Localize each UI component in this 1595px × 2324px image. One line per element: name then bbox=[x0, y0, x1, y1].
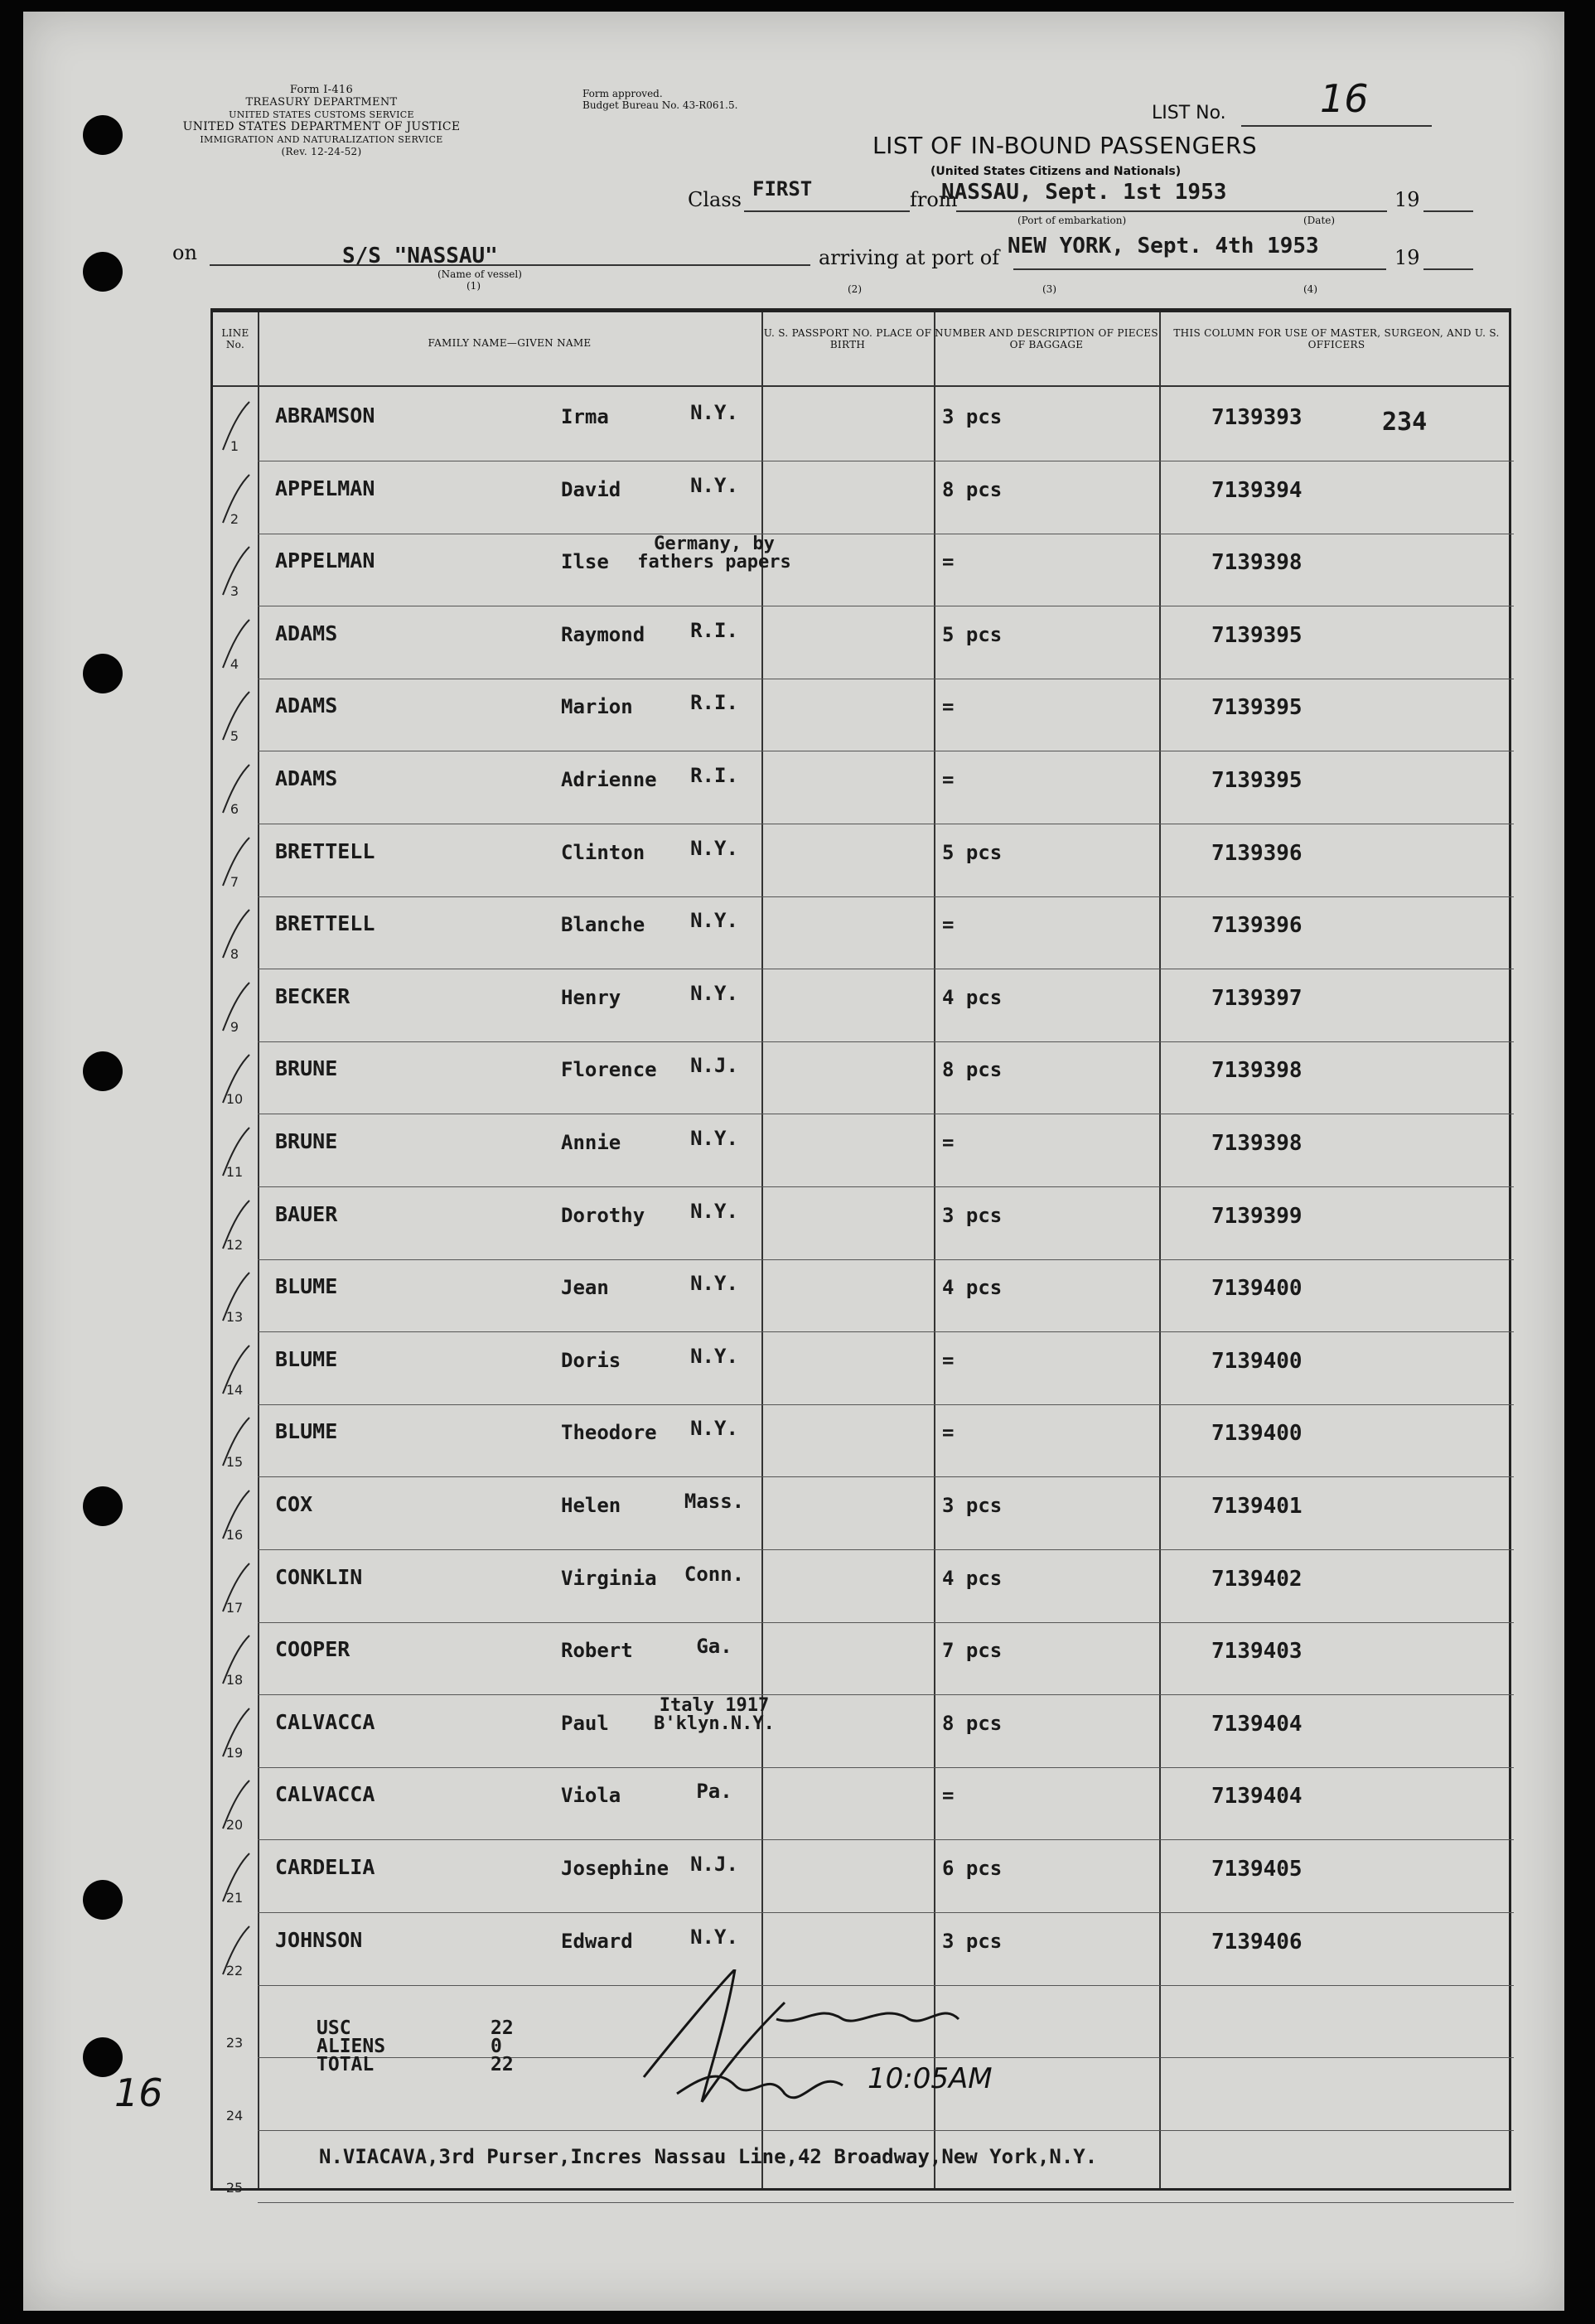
check-mark-icon bbox=[221, 473, 251, 526]
table-row bbox=[213, 1767, 1514, 1840]
place-of-birth: Pa. bbox=[696, 1780, 732, 1804]
given-name: Florence bbox=[561, 1058, 657, 1082]
table-row bbox=[213, 606, 1514, 679]
given-name: Annie bbox=[561, 1131, 621, 1154]
check-mark-icon bbox=[221, 618, 251, 671]
passport-number: 7139396 bbox=[1211, 840, 1303, 866]
line-number: 12 bbox=[225, 1236, 244, 1253]
given-name: Henry bbox=[561, 985, 621, 1009]
baggage-count: 3 pcs bbox=[942, 405, 1003, 428]
passport-number: 7139398 bbox=[1211, 1131, 1303, 1156]
family-name: COX bbox=[275, 1492, 313, 1516]
check-mark-icon bbox=[221, 763, 251, 816]
family-name: BRETTELL bbox=[275, 838, 375, 863]
col-name: FAMILY NAME—GIVEN NAME bbox=[428, 337, 592, 349]
page-title: LIST OF IN-BOUND PASSENGERS bbox=[872, 132, 1258, 159]
year-prefix-1: 19 bbox=[1394, 188, 1420, 211]
family-name: ADAMS bbox=[275, 766, 338, 790]
purser-line: N.VIACAVA,3rd Purser,Incres Nassau Line,42 Broadway,New York,N.Y. bbox=[319, 2145, 1098, 2168]
line-number: 17 bbox=[225, 1599, 244, 1616]
side-number: 234 bbox=[1382, 408, 1428, 437]
baggage-count: = bbox=[942, 1784, 955, 1808]
table-row bbox=[213, 1114, 1514, 1187]
date-caption: (Date) bbox=[1303, 215, 1336, 226]
line-number: 7 bbox=[230, 873, 239, 890]
port-of-embarkation-caption: (Port of embarkation) bbox=[1017, 215, 1127, 226]
check-mark-icon bbox=[221, 1489, 251, 1542]
passport-number: 7139404 bbox=[1211, 1784, 1303, 1809]
form-revision: (Rev. 12-24-52) bbox=[281, 146, 362, 157]
family-name: BRUNE bbox=[275, 1056, 338, 1081]
col-ref-1: (1) bbox=[466, 280, 481, 292]
given-name: Viola bbox=[561, 1784, 621, 1808]
page-subtitle: (United States Citizens and Nationals) bbox=[930, 165, 1182, 178]
class-value: FIRST bbox=[752, 177, 813, 201]
passport-number: 7139397 bbox=[1211, 985, 1303, 1011]
justice-department: UNITED STATES DEPARTMENT OF JUSTICE bbox=[182, 120, 461, 133]
baggage-count: = bbox=[942, 768, 955, 791]
family-name: CALVACCA bbox=[275, 1709, 375, 1734]
passport-number: 7139395 bbox=[1211, 768, 1303, 793]
place-of-birth: N.J. bbox=[690, 1853, 738, 1876]
family-name: BECKER bbox=[275, 983, 350, 1008]
table-row bbox=[213, 1477, 1514, 1550]
total-label: TOTAL bbox=[317, 2054, 375, 2075]
place-of-birth: N.Y. bbox=[690, 1344, 738, 1368]
customs-service: UNITED STATES CUSTOMS SERVICE bbox=[229, 109, 414, 120]
line-number: 18 bbox=[225, 1672, 244, 1689]
table-row bbox=[213, 1259, 1514, 1332]
family-name: ADAMS bbox=[275, 693, 338, 718]
check-mark-icon bbox=[221, 836, 251, 889]
passport-number: 7139405 bbox=[1211, 1857, 1303, 1882]
check-mark-icon bbox=[221, 1053, 251, 1106]
baggage-count: = bbox=[942, 913, 955, 937]
baggage-count: = bbox=[942, 1348, 955, 1372]
margin-handwritten-number: 16 bbox=[114, 2070, 163, 2115]
check-mark-icon bbox=[221, 545, 251, 598]
passport-number: 7139402 bbox=[1211, 1566, 1303, 1592]
place-of-birth: N.Y. bbox=[690, 473, 738, 497]
table-row bbox=[213, 751, 1514, 824]
line-number: 25 bbox=[225, 2180, 244, 2196]
table-row bbox=[213, 1332, 1514, 1405]
family-name: JOHNSON bbox=[275, 1927, 363, 1952]
place-of-birth: R.I. bbox=[690, 691, 738, 715]
table-row bbox=[213, 1550, 1514, 1623]
table-row bbox=[213, 1041, 1514, 1114]
passport-number: 7139393 bbox=[1211, 405, 1303, 430]
port-of-arrival: NEW YORK, Sept. 4th 1953 bbox=[1008, 234, 1319, 258]
line-number: 1 bbox=[230, 438, 239, 454]
binder-hole bbox=[83, 654, 123, 693]
form-agency-block bbox=[164, 84, 479, 158]
line-number: 13 bbox=[225, 1309, 244, 1326]
family-name: ABRAMSON bbox=[275, 403, 375, 428]
on-label: on bbox=[172, 241, 197, 264]
line-number: 4 bbox=[230, 655, 239, 672]
binder-hole bbox=[83, 115, 123, 155]
col-passport: U. S. PASSPORT NO. PLACE OF BIRTH bbox=[763, 327, 932, 350]
line-number: 20 bbox=[225, 1817, 244, 1834]
baggage-count: 7 pcs bbox=[942, 1639, 1003, 1663]
line-number: 16 bbox=[225, 1527, 244, 1543]
col-baggage: NUMBER AND DESCRIPTION OF PIECES OF BAGGAGE bbox=[935, 327, 1158, 350]
col-ref-4: (4) bbox=[1303, 283, 1317, 295]
given-name: Edward bbox=[561, 1929, 633, 1953]
manifest-sheet bbox=[23, 12, 1564, 2311]
port-of-embarkation: NASSAU, Sept. 1st 1953 bbox=[941, 180, 1227, 205]
table-row bbox=[213, 461, 1514, 534]
table-row bbox=[213, 1404, 1514, 1477]
family-name: COOPER bbox=[275, 1637, 350, 1662]
table-row bbox=[213, 969, 1514, 1042]
baggage-count: 4 pcs bbox=[942, 1566, 1003, 1590]
line-number: 3 bbox=[230, 583, 239, 600]
given-name: Theodore bbox=[561, 1421, 657, 1445]
place-of-birth: N.J. bbox=[690, 1054, 738, 1078]
line-number: 22 bbox=[225, 1962, 244, 1979]
given-name: Paul bbox=[561, 1711, 609, 1735]
baggage-count: 4 pcs bbox=[942, 1276, 1003, 1300]
place-of-birth: N.Y. bbox=[690, 1199, 738, 1223]
line-number: 23 bbox=[225, 2035, 244, 2051]
total-value: 0 bbox=[491, 2036, 502, 2057]
baggage-count: 8 pcs bbox=[942, 1711, 1003, 1735]
check-mark-icon bbox=[221, 908, 251, 961]
form-approval-block bbox=[582, 88, 737, 111]
given-name: Jean bbox=[561, 1276, 609, 1300]
table-row bbox=[213, 1187, 1514, 1260]
passport-number: 7139403 bbox=[1211, 1639, 1303, 1664]
check-mark-icon bbox=[221, 1344, 251, 1397]
line-number: 2 bbox=[230, 510, 239, 527]
line-number: 10 bbox=[225, 1091, 244, 1108]
family-name: BLUME bbox=[275, 1419, 338, 1444]
line-number: 21 bbox=[225, 1890, 244, 1906]
family-name: BLUME bbox=[275, 1274, 338, 1299]
check-mark-icon bbox=[221, 1199, 251, 1252]
baggage-count: 8 pcs bbox=[942, 1058, 1003, 1082]
baggage-count: 8 pcs bbox=[942, 477, 1003, 501]
given-name: Helen bbox=[561, 1494, 621, 1517]
place-of-birth: N.Y. bbox=[690, 401, 738, 424]
given-name: Blanche bbox=[561, 913, 645, 937]
baggage-count: 3 pcs bbox=[942, 1203, 1003, 1227]
line-number: 5 bbox=[230, 728, 239, 745]
passport-number: 7139406 bbox=[1211, 1929, 1303, 1954]
table-row bbox=[213, 534, 1514, 606]
passport-number: 7139404 bbox=[1211, 1711, 1303, 1737]
table-row bbox=[213, 679, 1514, 751]
given-name: Dorothy bbox=[561, 1203, 645, 1227]
family-name: CARDELIA bbox=[275, 1855, 375, 1879]
line-number: 24 bbox=[225, 2107, 244, 2123]
passport-number: 7139401 bbox=[1211, 1494, 1303, 1519]
form-approved: Form approved. bbox=[582, 88, 663, 99]
table-row bbox=[213, 896, 1514, 969]
baggage-count: = bbox=[942, 1421, 955, 1445]
check-mark-icon bbox=[221, 981, 251, 1034]
place-of-birth: N.Y. bbox=[690, 1272, 738, 1296]
place-of-birth: N.Y. bbox=[690, 1417, 738, 1441]
given-name: Robert bbox=[561, 1639, 633, 1663]
place-of-birth: N.Y. bbox=[690, 981, 738, 1005]
baggage-count: = bbox=[942, 550, 955, 574]
place-of-birth: Mass. bbox=[684, 1490, 745, 1513]
vessel-caption: (Name of vessel) bbox=[437, 268, 522, 280]
check-mark-icon bbox=[221, 1271, 251, 1324]
place-of-birth: Italy 1917 B'klyn.N.Y. bbox=[654, 1694, 775, 1734]
place-of-birth: Germany, by fathers papers bbox=[637, 534, 791, 573]
table-row bbox=[213, 1840, 1514, 1913]
check-mark-icon bbox=[221, 1562, 251, 1615]
place-of-birth: N.Y. bbox=[690, 1127, 738, 1150]
baggage-count: 5 pcs bbox=[942, 840, 1003, 864]
baggage-count: 4 pcs bbox=[942, 985, 1003, 1009]
place-of-birth: R.I. bbox=[690, 764, 738, 787]
binder-hole bbox=[83, 252, 123, 292]
passport-number: 7139398 bbox=[1211, 1058, 1303, 1084]
binder-hole bbox=[83, 1486, 123, 1526]
passport-number: 7139399 bbox=[1211, 1203, 1303, 1229]
given-name: Ilse bbox=[561, 550, 609, 574]
given-name: Marion bbox=[561, 695, 633, 719]
from-label: from bbox=[910, 188, 958, 211]
family-name: ADAMS bbox=[275, 621, 338, 645]
binder-hole bbox=[83, 1880, 123, 1920]
check-mark-icon bbox=[221, 1925, 251, 1978]
check-mark-icon bbox=[221, 1126, 251, 1179]
total-label: ALIENS bbox=[317, 2036, 386, 2057]
given-name: Virginia bbox=[561, 1566, 657, 1590]
place-of-birth: N.Y. bbox=[690, 1925, 738, 1949]
check-mark-icon bbox=[221, 690, 251, 743]
check-mark-icon bbox=[221, 1634, 251, 1687]
baggage-count: 3 pcs bbox=[942, 1494, 1003, 1517]
total-label: USC bbox=[317, 2017, 351, 2039]
family-name: CONKLIN bbox=[275, 1564, 363, 1589]
line-number: 15 bbox=[225, 1454, 244, 1471]
passport-number: 7139395 bbox=[1211, 695, 1303, 721]
passport-number: 7139394 bbox=[1211, 477, 1303, 503]
check-mark-icon bbox=[221, 1779, 251, 1832]
place-of-birth: N.Y. bbox=[690, 836, 738, 860]
list-no-label: LIST No. bbox=[1152, 103, 1226, 123]
passport-number: 7139400 bbox=[1211, 1348, 1303, 1374]
passport-number: 7139398 bbox=[1211, 550, 1303, 576]
family-name: BAUER bbox=[275, 1201, 338, 1226]
line-number: 11 bbox=[225, 1164, 244, 1180]
given-name: Adrienne bbox=[561, 768, 657, 791]
family-name: APPELMAN bbox=[275, 548, 375, 573]
family-name: APPELMAN bbox=[275, 476, 375, 500]
check-mark-icon bbox=[221, 1852, 251, 1905]
passenger-table bbox=[210, 308, 1511, 2196]
line-number: 19 bbox=[225, 1744, 244, 1761]
place-of-birth: Conn. bbox=[684, 1562, 745, 1586]
given-name: Irma bbox=[561, 405, 609, 428]
class-label: Class bbox=[688, 188, 742, 211]
vessel-name: S/S "NASSAU" bbox=[342, 244, 498, 268]
form-number: Form I-416 bbox=[289, 84, 354, 96]
place-of-birth: R.I. bbox=[690, 618, 738, 642]
passport-number: 7139395 bbox=[1211, 622, 1303, 648]
baggage-count: 3 pcs bbox=[942, 1929, 1003, 1953]
place-of-birth: Ga. bbox=[696, 1635, 732, 1659]
family-name: BRUNE bbox=[275, 1129, 338, 1153]
baggage-count: 6 pcs bbox=[942, 1857, 1003, 1880]
baggage-count: = bbox=[942, 695, 955, 719]
family-name: CALVACCA bbox=[275, 1782, 375, 1807]
arriving-label: arriving at port of bbox=[819, 246, 1000, 269]
col-line-no: LINE No. bbox=[221, 327, 249, 350]
treasury-department: TREASURY DEPARTMENT bbox=[245, 96, 398, 109]
baggage-count: = bbox=[942, 1131, 955, 1154]
total-value: 22 bbox=[491, 2054, 514, 2075]
given-name: Clinton bbox=[561, 840, 645, 864]
ins-service: IMMIGRATION AND NATURALIZATION SERVICE bbox=[200, 134, 443, 145]
check-mark-icon bbox=[221, 1416, 251, 1469]
total-value: 22 bbox=[491, 2017, 514, 2039]
passport-number: 7139396 bbox=[1211, 913, 1303, 939]
handwritten-time: 10:05AM bbox=[868, 2062, 993, 2095]
col-ref-3: (3) bbox=[1042, 283, 1056, 295]
col-ref-2: (2) bbox=[848, 283, 862, 295]
binder-hole bbox=[83, 1051, 123, 1091]
given-name: Raymond bbox=[561, 622, 645, 646]
line-number: 14 bbox=[225, 1381, 244, 1398]
line-number: 6 bbox=[230, 801, 239, 817]
col-officers: THIS COLUMN FOR USE OF MASTER, SURGEON, AND U. S. OFFICERS bbox=[1173, 327, 1500, 350]
table-row bbox=[213, 1695, 1514, 1768]
year-prefix-2: 19 bbox=[1394, 246, 1420, 269]
list-no-handwritten: 16 bbox=[1320, 76, 1369, 121]
given-name: David bbox=[561, 477, 621, 501]
budget-bureau: Budget Bureau No. 43-R061.5. bbox=[582, 99, 738, 111]
officer-signature bbox=[611, 1969, 1124, 2127]
passport-number: 7139400 bbox=[1211, 1421, 1303, 1447]
line-number: 8 bbox=[230, 946, 239, 963]
passport-number: 7139400 bbox=[1211, 1276, 1303, 1302]
check-mark-icon bbox=[221, 400, 251, 453]
family-name: BRETTELL bbox=[275, 911, 375, 936]
table-row bbox=[213, 824, 1514, 897]
given-name: Doris bbox=[561, 1348, 621, 1372]
table-row bbox=[213, 389, 1514, 461]
baggage-count: 5 pcs bbox=[942, 622, 1003, 646]
line-number: 9 bbox=[230, 1018, 239, 1035]
totals-block bbox=[317, 2019, 514, 2074]
given-name: Josephine bbox=[561, 1857, 669, 1880]
family-name: BLUME bbox=[275, 1346, 338, 1371]
place-of-birth: N.Y. bbox=[690, 909, 738, 933]
check-mark-icon bbox=[221, 1707, 251, 1760]
table-row bbox=[213, 1622, 1514, 1695]
